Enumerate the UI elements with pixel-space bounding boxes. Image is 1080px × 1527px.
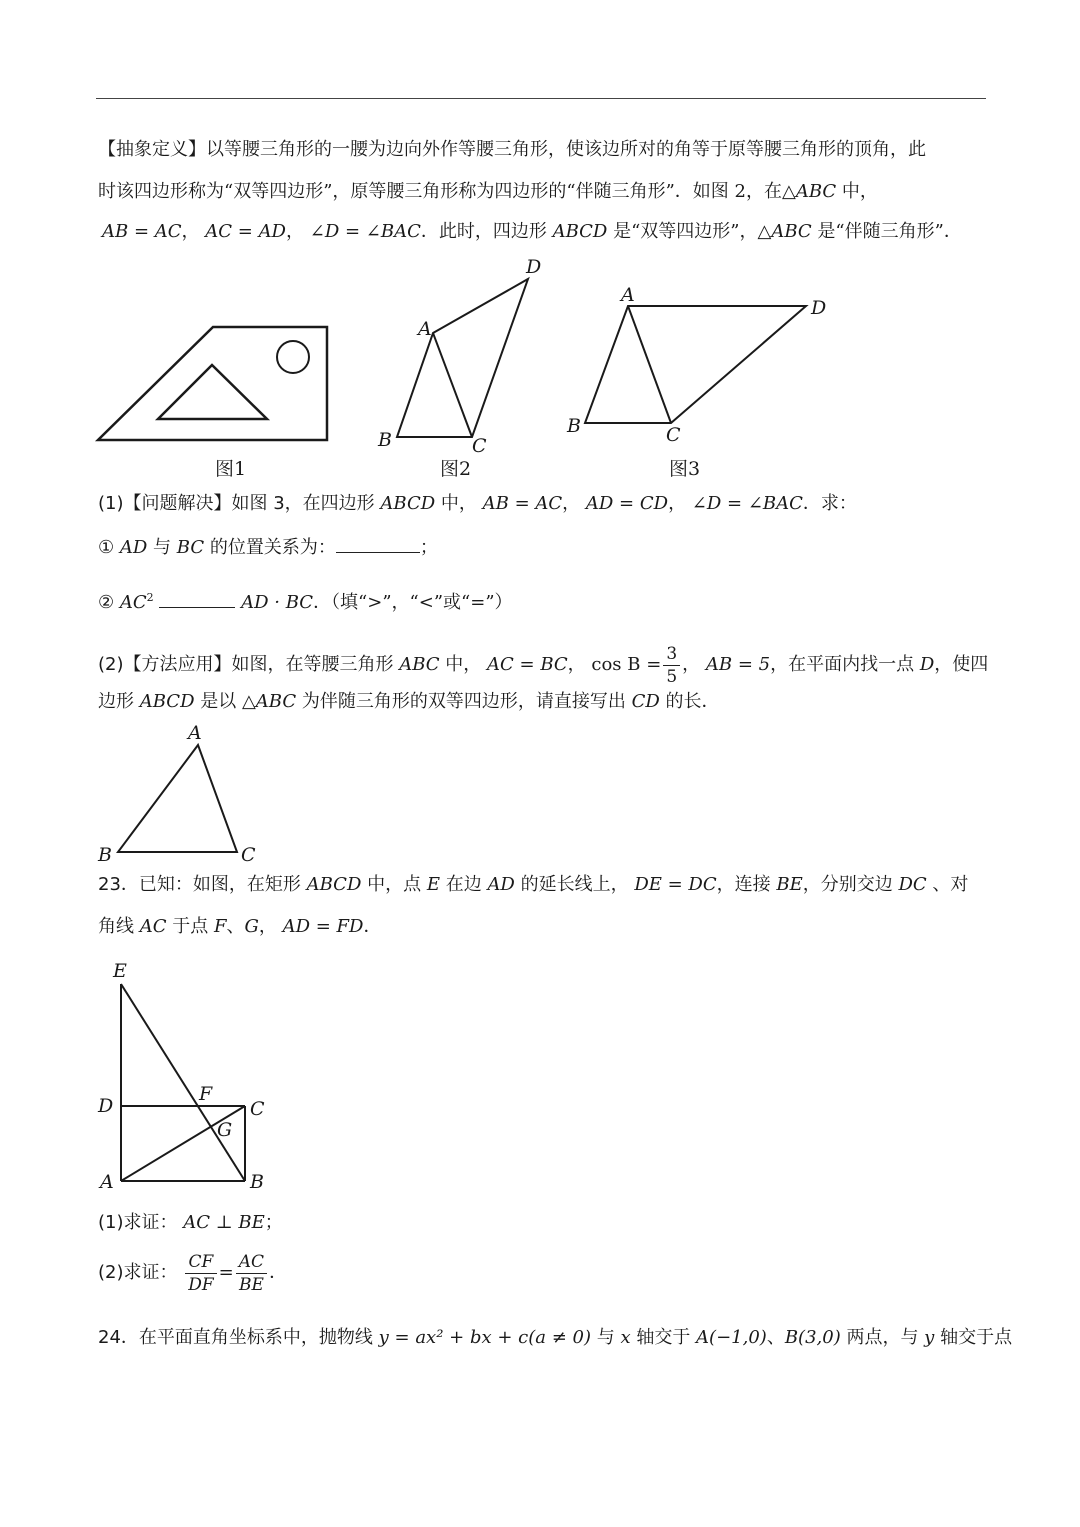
q23-line-ac (121, 1106, 245, 1181)
q24-statement: 24．在平面直角坐标系中，抛物线 y = ax² + bx + c(a ≠ 0) 与 x 轴交于 A(−1,0)、B(3,0) 两点，与 y 轴交于点 (98, 1327, 1013, 1348)
intro-line-3: AB = AC， AC = AD， ∠D = ∠BAC．此时，四边形 ABCD 是“双等四边形”，△ABC 是“伴随三角形”． (102, 221, 962, 242)
cos-b-fraction: $\frac{3}{5}$ (663, 643, 680, 688)
q1-sub1: ① AD 与 BC 的位置关系为： ； (98, 537, 438, 558)
q1-sub2: ② $AC^2$ AD · BC．（填“>”，“<”或“=”） (98, 591, 513, 613)
intro-line-1: 【抽象定义】以等腰三角形的一腰为边向外作等腰三角形，使该边所对的角等于原等腰三角形的顶角，此 (98, 139, 926, 160)
q23-part-1: (1)求证： AC ⊥ BE； (98, 1212, 283, 1233)
q2-label-a: A (188, 722, 202, 744)
q23-statement: 23．已知：如图，在矩形 ABCD 中，点 E 在边 AD 的延长线上， DE = DC，连接 BE，分别交边 DC 、对 (98, 874, 969, 895)
fig1-caption: 图1 (215, 458, 247, 480)
q23-label-e: E (113, 960, 127, 982)
fig3-label-d: D (811, 297, 827, 319)
fig2-label-a: A (418, 318, 432, 340)
fig3-caption: 图3 (669, 458, 701, 480)
fig3-label-c: C (666, 424, 681, 446)
q2-statement: (2)【方法应用】如图，在等腰三角形 ABC 中， AC = BC， cos B = $\frac{3}{5}$ ， AB = 5，在平面内找一点 D，使四 (98, 643, 989, 687)
fig2-label-c: C (472, 435, 487, 457)
q23-label-c: C (250, 1098, 265, 1120)
fig2-label-d: D (526, 256, 542, 278)
ac-be-fraction: $\frac{AC}{BE}$ (236, 1251, 267, 1296)
q2-label-c: C (241, 844, 256, 866)
intro-line-2: 时该四边形称为“双等四边形”，原等腰三角形称为四边形的“伴随三角形”．如图 2，在△ABC 中， (98, 181, 878, 202)
q23-statement-line-2: 角线 AC 于点 F、G， AD = FD． (98, 916, 382, 937)
fig2-caption: 图2 (440, 458, 472, 480)
q23-label-b: B (250, 1171, 264, 1193)
q23-label-f: F (199, 1083, 213, 1105)
q2-label-b: B (98, 844, 112, 866)
q23-label-g: G (217, 1119, 233, 1141)
fig3-label-a: A (621, 284, 635, 306)
q23-label-d: D (98, 1095, 114, 1117)
q23-part-2: (2)求证： $\frac{CF}{DF}$ = $\frac{AC}{BE}$ ． (98, 1251, 288, 1295)
fig3-label-b: B (567, 415, 581, 437)
q1-statement: (1)【问题解决】如图 3，在四边形 ABCD 中， AB = AC， AD = CD， ∠D = ∠BAC．求： (98, 493, 857, 514)
cf-df-fraction: $\frac{CF}{DF}$ (185, 1251, 216, 1296)
q23-line-eb (121, 984, 245, 1181)
fig2-label-b: B (378, 429, 392, 451)
q23-label-a: A (100, 1171, 114, 1193)
q2-statement-line-2: 边形 ABCD 是以 △ABC 为伴随三角形的双等四边形，请直接写出 CD 的长． (98, 691, 720, 712)
